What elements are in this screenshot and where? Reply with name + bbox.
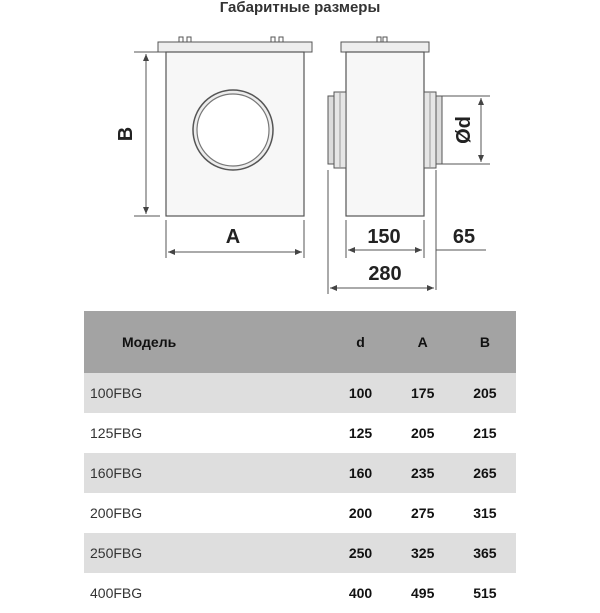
cell-model: 160FBG [84, 453, 329, 493]
table-row [84, 373, 516, 413]
cell-a: 325 [392, 533, 454, 573]
front-clip-left [179, 37, 191, 42]
cell-d: 400 [348, 585, 373, 601]
dimension-drawing [0, 0, 600, 300]
cell-d: 100 [329, 373, 391, 413]
header-b: B [454, 311, 516, 373]
duct-opening-inner [197, 94, 269, 166]
specs-table [84, 311, 516, 613]
table-row [84, 533, 516, 573]
dimension-B-label: B [115, 126, 137, 142]
side-top-flange [341, 42, 429, 52]
cell-model: 125FBG [90, 425, 143, 441]
cell-d: 160 [329, 453, 391, 493]
cell-b: 205 [454, 373, 516, 413]
cell-b: 215 [473, 425, 497, 441]
cell-model: 250FBG [84, 533, 329, 573]
dimension-depth-label: 150 [367, 226, 401, 248]
side-clip [377, 37, 387, 42]
cell-d: 200 [348, 505, 373, 521]
cell-model: 200FBG [90, 505, 143, 521]
side-body [346, 52, 424, 216]
table-row [84, 413, 516, 453]
cell-model: 400FBG [90, 585, 143, 601]
dimension-A-label: A [225, 226, 241, 248]
page-title: Габаритные размеры [219, 0, 381, 16]
cell-a: 275 [411, 505, 435, 521]
dimension-B [134, 52, 160, 216]
right-spigot-rim [436, 96, 442, 164]
header-a: A [392, 311, 454, 373]
cell-a: 235 [392, 453, 454, 493]
cell-a: 205 [411, 425, 435, 441]
cell-b: 315 [473, 505, 497, 521]
dimension-total-label: 280 [368, 263, 402, 285]
cell-a: 175 [392, 373, 454, 413]
table-row [84, 453, 516, 493]
front-top-flange [158, 42, 312, 52]
cell-d: 250 [329, 533, 391, 573]
header-d: d [329, 311, 391, 373]
table-row [84, 493, 516, 533]
cell-model: 100FBG [84, 373, 329, 413]
cell-b: 515 [473, 585, 497, 601]
cell-b: 365 [454, 533, 516, 573]
cell-b: 265 [454, 453, 516, 493]
left-spigot-rim [328, 96, 334, 164]
table-row [84, 573, 516, 613]
front-clip-right [271, 37, 283, 42]
dimension-flange-label: 65 [452, 226, 476, 248]
front-view [158, 37, 312, 216]
header-model: Модель [84, 311, 329, 373]
dimension-d-label: Ød [453, 116, 475, 144]
table-header-row [84, 311, 516, 373]
side-view [328, 37, 442, 216]
cell-d: 125 [348, 425, 373, 441]
cell-a: 495 [411, 585, 435, 601]
